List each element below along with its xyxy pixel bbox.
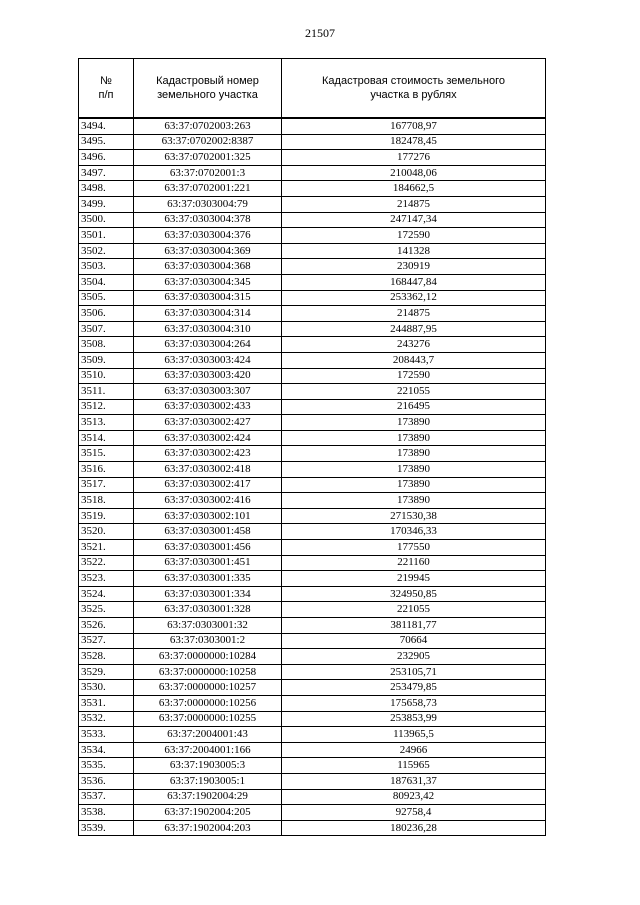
table-body — [79, 118, 546, 836]
cadastral-number: 63:37:0303004:314 — [134, 306, 282, 322]
cadastral-value: 214875 — [282, 306, 546, 322]
table-row — [79, 352, 546, 368]
table-row — [79, 415, 546, 431]
row-number: 3531. — [79, 695, 134, 711]
cadastral-value: 173890 — [282, 446, 546, 462]
cadastral-number: 63:37:0303002:433 — [134, 399, 282, 415]
table-row — [79, 196, 546, 212]
row-number: 3498. — [79, 181, 134, 197]
table-row — [79, 789, 546, 805]
table-row — [79, 773, 546, 789]
cadastral-value: 182478,45 — [282, 134, 546, 150]
page-number: 21507 — [305, 26, 335, 40]
table-row — [79, 399, 546, 415]
row-number: 3525. — [79, 602, 134, 618]
row-number: 3494. — [79, 118, 134, 134]
cadastral-value: 230919 — [282, 259, 546, 275]
cadastral-value: 253362,12 — [282, 290, 546, 306]
header-number — [79, 59, 134, 119]
cadastral-value: 141328 — [282, 243, 546, 259]
table-row — [79, 212, 546, 228]
cadastral-number: 63:37:0303004:345 — [134, 274, 282, 290]
table-row — [79, 633, 546, 649]
cadastral-number: 63:37:0702001:221 — [134, 181, 282, 197]
table-row — [79, 805, 546, 821]
header-cadastral-line-1: Кадастровый номер — [156, 75, 259, 87]
table-row — [79, 306, 546, 322]
cadastral-value: 168447,84 — [282, 274, 546, 290]
cadastral-number: 63:37:0303002:417 — [134, 477, 282, 493]
cadastral-value: 115965 — [282, 758, 546, 774]
table-row — [79, 540, 546, 556]
cadastral-number: 63:37:0000000:10257 — [134, 680, 282, 696]
cadastral-number: 63:37:0303002:423 — [134, 446, 282, 462]
table-row — [79, 181, 546, 197]
table-row — [79, 259, 546, 275]
row-number: 3523. — [79, 571, 134, 587]
table-row — [79, 524, 546, 540]
table-row — [79, 618, 546, 634]
cadastral-number: 63:37:0303001:32 — [134, 618, 282, 634]
table-row — [79, 493, 546, 509]
row-number: 3510. — [79, 368, 134, 384]
table-row — [79, 680, 546, 696]
row-number: 3524. — [79, 586, 134, 602]
table-row — [79, 462, 546, 478]
cadastral-number: 63:37:2004001:43 — [134, 727, 282, 743]
header-value-line-1: Кадастровая стоимость земельного — [322, 75, 505, 87]
header-cadastral-value — [282, 59, 546, 119]
cadastral-value: 177550 — [282, 540, 546, 556]
row-number: 3502. — [79, 243, 134, 259]
cadastral-value: 253479,85 — [282, 680, 546, 696]
header-number-line-1: № — [100, 75, 112, 87]
row-number: 3495. — [79, 134, 134, 150]
cadastral-value: 167708,97 — [282, 118, 546, 134]
row-number: 3506. — [79, 306, 134, 322]
cadastral-number: 63:37:2004001:166 — [134, 742, 282, 758]
cadastral-value: 175658,73 — [282, 695, 546, 711]
cadastral-value: 180236,28 — [282, 820, 546, 836]
cadastral-number: 63:37:0303003:424 — [134, 352, 282, 368]
table-row — [79, 446, 546, 462]
row-number: 3518. — [79, 493, 134, 509]
cadastral-number: 63:37:0303001:458 — [134, 524, 282, 540]
cadastral-number: 63:37:1903005:3 — [134, 758, 282, 774]
header-value-line-2: участка в рублях — [370, 89, 457, 101]
table-row — [79, 742, 546, 758]
table-row — [79, 602, 546, 618]
cadastral-number: 63:37:0000000:10256 — [134, 695, 282, 711]
row-number: 3499. — [79, 196, 134, 212]
cadastral-number: 63:37:0303001:334 — [134, 586, 282, 602]
row-number: 3512. — [79, 399, 134, 415]
cadastral-number: 63:37:0303004:368 — [134, 259, 282, 275]
cadastral-value: 173890 — [282, 415, 546, 431]
table-row — [79, 228, 546, 244]
table-row — [79, 368, 546, 384]
cadastral-value: 170346,33 — [282, 524, 546, 540]
cadastral-number: 63:37:0303001:2 — [134, 633, 282, 649]
header-cadastral-number — [134, 59, 282, 119]
cadastral-value: 271530,38 — [282, 508, 546, 524]
cadastral-number: 63:37:1902004:203 — [134, 820, 282, 836]
cadastral-value: 80923,42 — [282, 789, 546, 805]
row-number: 3508. — [79, 337, 134, 353]
cadastral-value: 210048,06 — [282, 165, 546, 181]
cadastral-value: 253105,71 — [282, 664, 546, 680]
table-row — [79, 477, 546, 493]
row-number: 3513. — [79, 415, 134, 431]
cadastral-value: 221160 — [282, 555, 546, 571]
cadastral-number: 63:37:0000000:10258 — [134, 664, 282, 680]
header-cadastral-line-2: земельного участка — [157, 89, 258, 101]
cadastral-number: 63:37:0303002:427 — [134, 415, 282, 431]
cadastral-number: 63:37:0303003:307 — [134, 384, 282, 400]
cadastral-value: 173890 — [282, 430, 546, 446]
row-number: 3515. — [79, 446, 134, 462]
cadastral-value: 172590 — [282, 368, 546, 384]
row-number: 3529. — [79, 664, 134, 680]
cadastral-value: 70664 — [282, 633, 546, 649]
row-number: 3537. — [79, 789, 134, 805]
cadastral-number: 63:37:0303004:264 — [134, 337, 282, 353]
cadastral-number: 63:37:0303002:416 — [134, 493, 282, 509]
header-number-line-2: п/п — [98, 89, 114, 101]
row-number: 3511. — [79, 384, 134, 400]
cadastral-value: 184662,5 — [282, 181, 546, 197]
row-number: 3520. — [79, 524, 134, 540]
cadastral-value: 221055 — [282, 602, 546, 618]
row-number: 3535. — [79, 758, 134, 774]
table-row — [79, 430, 546, 446]
cadastral-value: 232905 — [282, 649, 546, 665]
table-row — [79, 664, 546, 680]
cadastral-value: 324950,85 — [282, 586, 546, 602]
cadastral-value: 113965,5 — [282, 727, 546, 743]
cadastral-number: 63:37:0303004:376 — [134, 228, 282, 244]
cadastral-number: 63:37:0303001:328 — [134, 602, 282, 618]
cadastral-value: 381181,77 — [282, 618, 546, 634]
row-number: 3538. — [79, 805, 134, 821]
cadastral-value: 216495 — [282, 399, 546, 415]
cadastral-number: 63:37:0303004:315 — [134, 290, 282, 306]
table-row — [79, 727, 546, 743]
cadastral-value: 177276 — [282, 150, 546, 166]
row-number: 3509. — [79, 352, 134, 368]
row-number: 3519. — [79, 508, 134, 524]
table-row — [79, 150, 546, 166]
row-number: 3522. — [79, 555, 134, 571]
table-row — [79, 134, 546, 150]
cadastral-number: 63:37:0000000:10284 — [134, 649, 282, 665]
row-number: 3504. — [79, 274, 134, 290]
row-number: 3534. — [79, 742, 134, 758]
table-row — [79, 711, 546, 727]
row-number: 3530. — [79, 680, 134, 696]
cadastral-number: 63:37:1902004:29 — [134, 789, 282, 805]
cadastral-value: 173890 — [282, 493, 546, 509]
table-row — [79, 337, 546, 353]
cadastral-number: 63:37:0303001:456 — [134, 540, 282, 556]
cadastral-number: 63:37:0303004:310 — [134, 321, 282, 337]
cadastral-value: 221055 — [282, 384, 546, 400]
table-row — [79, 118, 546, 134]
cadastral-number: 63:37:0303002:424 — [134, 430, 282, 446]
row-number: 3536. — [79, 773, 134, 789]
cadastral-number: 63:37:0303002:418 — [134, 462, 282, 478]
cadastral-number: 63:37:0303001:451 — [134, 555, 282, 571]
row-number: 3521. — [79, 540, 134, 556]
cadastral-table — [78, 58, 546, 836]
cadastral-value: 214875 — [282, 196, 546, 212]
row-number: 3505. — [79, 290, 134, 306]
table-row — [79, 695, 546, 711]
row-number: 3533. — [79, 727, 134, 743]
cadastral-value: 172590 — [282, 228, 546, 244]
table-row — [79, 571, 546, 587]
cadastral-number: 63:37:0000000:10255 — [134, 711, 282, 727]
row-number: 3526. — [79, 618, 134, 634]
cadastral-value: 244887,95 — [282, 321, 546, 337]
cadastral-value: 92758,4 — [282, 805, 546, 821]
table-row — [79, 758, 546, 774]
row-number: 3517. — [79, 477, 134, 493]
table-row — [79, 321, 546, 337]
cadastral-value: 253853,99 — [282, 711, 546, 727]
row-number: 3496. — [79, 150, 134, 166]
cadastral-value: 173890 — [282, 462, 546, 478]
cadastral-number: 63:37:0303003:420 — [134, 368, 282, 384]
cadastral-number: 63:37:1902004:205 — [134, 805, 282, 821]
row-number: 3516. — [79, 462, 134, 478]
cadastral-number: 63:37:0303001:335 — [134, 571, 282, 587]
cadastral-number: 63:37:0303002:101 — [134, 508, 282, 524]
cadastral-value: 243276 — [282, 337, 546, 353]
row-number: 3527. — [79, 633, 134, 649]
row-number: 3528. — [79, 649, 134, 665]
cadastral-number: 63:37:1903005:1 — [134, 773, 282, 789]
cadastral-value: 219945 — [282, 571, 546, 587]
table-row — [79, 586, 546, 602]
cadastral-value: 247147,34 — [282, 212, 546, 228]
table-row — [79, 290, 546, 306]
cadastral-value: 208443,7 — [282, 352, 546, 368]
row-number: 3514. — [79, 430, 134, 446]
row-number: 3503. — [79, 259, 134, 275]
row-number: 3532. — [79, 711, 134, 727]
table-row — [79, 165, 546, 181]
table-row — [79, 649, 546, 665]
row-number: 3500. — [79, 212, 134, 228]
table-row — [79, 555, 546, 571]
cadastral-number: 63:37:0702001:325 — [134, 150, 282, 166]
cadastral-number: 63:37:0303004:378 — [134, 212, 282, 228]
table-row — [79, 384, 546, 400]
row-number: 3507. — [79, 321, 134, 337]
table-row — [79, 274, 546, 290]
cadastral-number: 63:37:0702003:263 — [134, 118, 282, 134]
row-number: 3501. — [79, 228, 134, 244]
cadastral-value: 173890 — [282, 477, 546, 493]
table-row — [79, 820, 546, 836]
cadastral-number: 63:37:0303004:369 — [134, 243, 282, 259]
cadastral-number: 63:37:0702001:3 — [134, 165, 282, 181]
cadastral-value: 187631,37 — [282, 773, 546, 789]
cadastral-number: 63:37:0702002:8387 — [134, 134, 282, 150]
table-row — [79, 508, 546, 524]
cadastral-number: 63:37:0303004:79 — [134, 196, 282, 212]
row-number: 3497. — [79, 165, 134, 181]
row-number: 3539. — [79, 820, 134, 836]
table-row — [79, 243, 546, 259]
cadastral-value: 24966 — [282, 742, 546, 758]
table-header-row — [79, 59, 546, 119]
